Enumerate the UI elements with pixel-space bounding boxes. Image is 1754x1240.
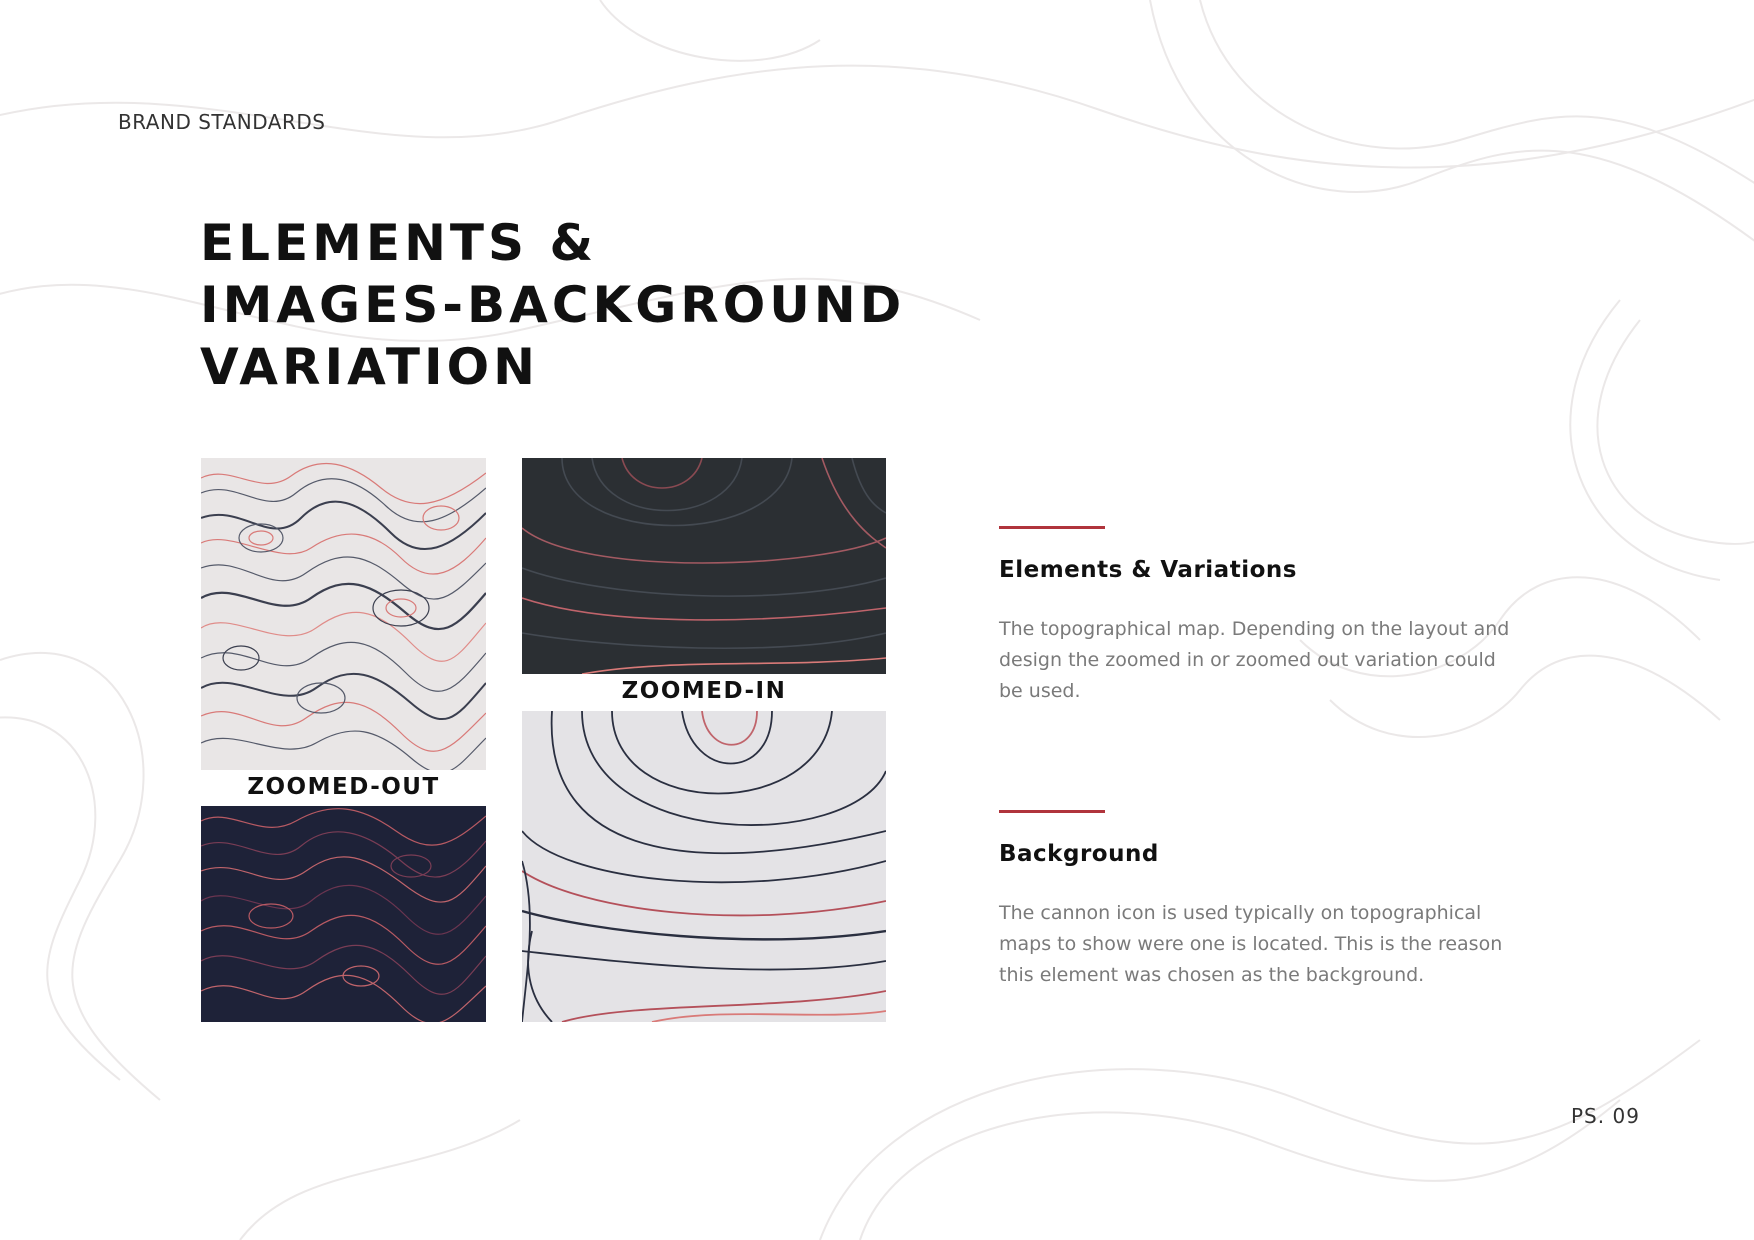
zoomed-in-light-map-image bbox=[522, 711, 886, 1022]
page-title-line-3: VARIATION bbox=[200, 338, 539, 396]
section-1-heading: Elements & Variations bbox=[999, 557, 1297, 583]
page-number: PS. 09 bbox=[1571, 1104, 1640, 1128]
zoomed-out-caption: ZOOMED-OUT bbox=[247, 774, 440, 800]
section-1-accent-rule bbox=[999, 526, 1105, 529]
zoomed-in-caption: ZOOMED-IN bbox=[621, 678, 787, 704]
zoomed-out-light-map-image bbox=[201, 458, 486, 770]
page-title-line-1: ELEMENTS & bbox=[200, 214, 598, 272]
section-2-heading: Background bbox=[999, 841, 1159, 867]
header-label: BRAND STANDARDS bbox=[118, 110, 326, 134]
page-title-line-2: IMAGES-BACKGROUND bbox=[200, 276, 906, 334]
section-1-body: The topographical map. Depending on the layout and design the zoomed in or zoomed out variation could be used. bbox=[999, 618, 1510, 702]
page-title bbox=[200, 212, 960, 398]
zoomed-out-dark-map-image bbox=[201, 806, 486, 1022]
section-2-body: The cannon icon is used typically on topographical maps to show were one is located. This is the reason this element was chosen as the background. bbox=[999, 902, 1503, 986]
section-2-accent-rule bbox=[999, 810, 1105, 813]
zoomed-in-dark-map-image bbox=[522, 458, 886, 674]
